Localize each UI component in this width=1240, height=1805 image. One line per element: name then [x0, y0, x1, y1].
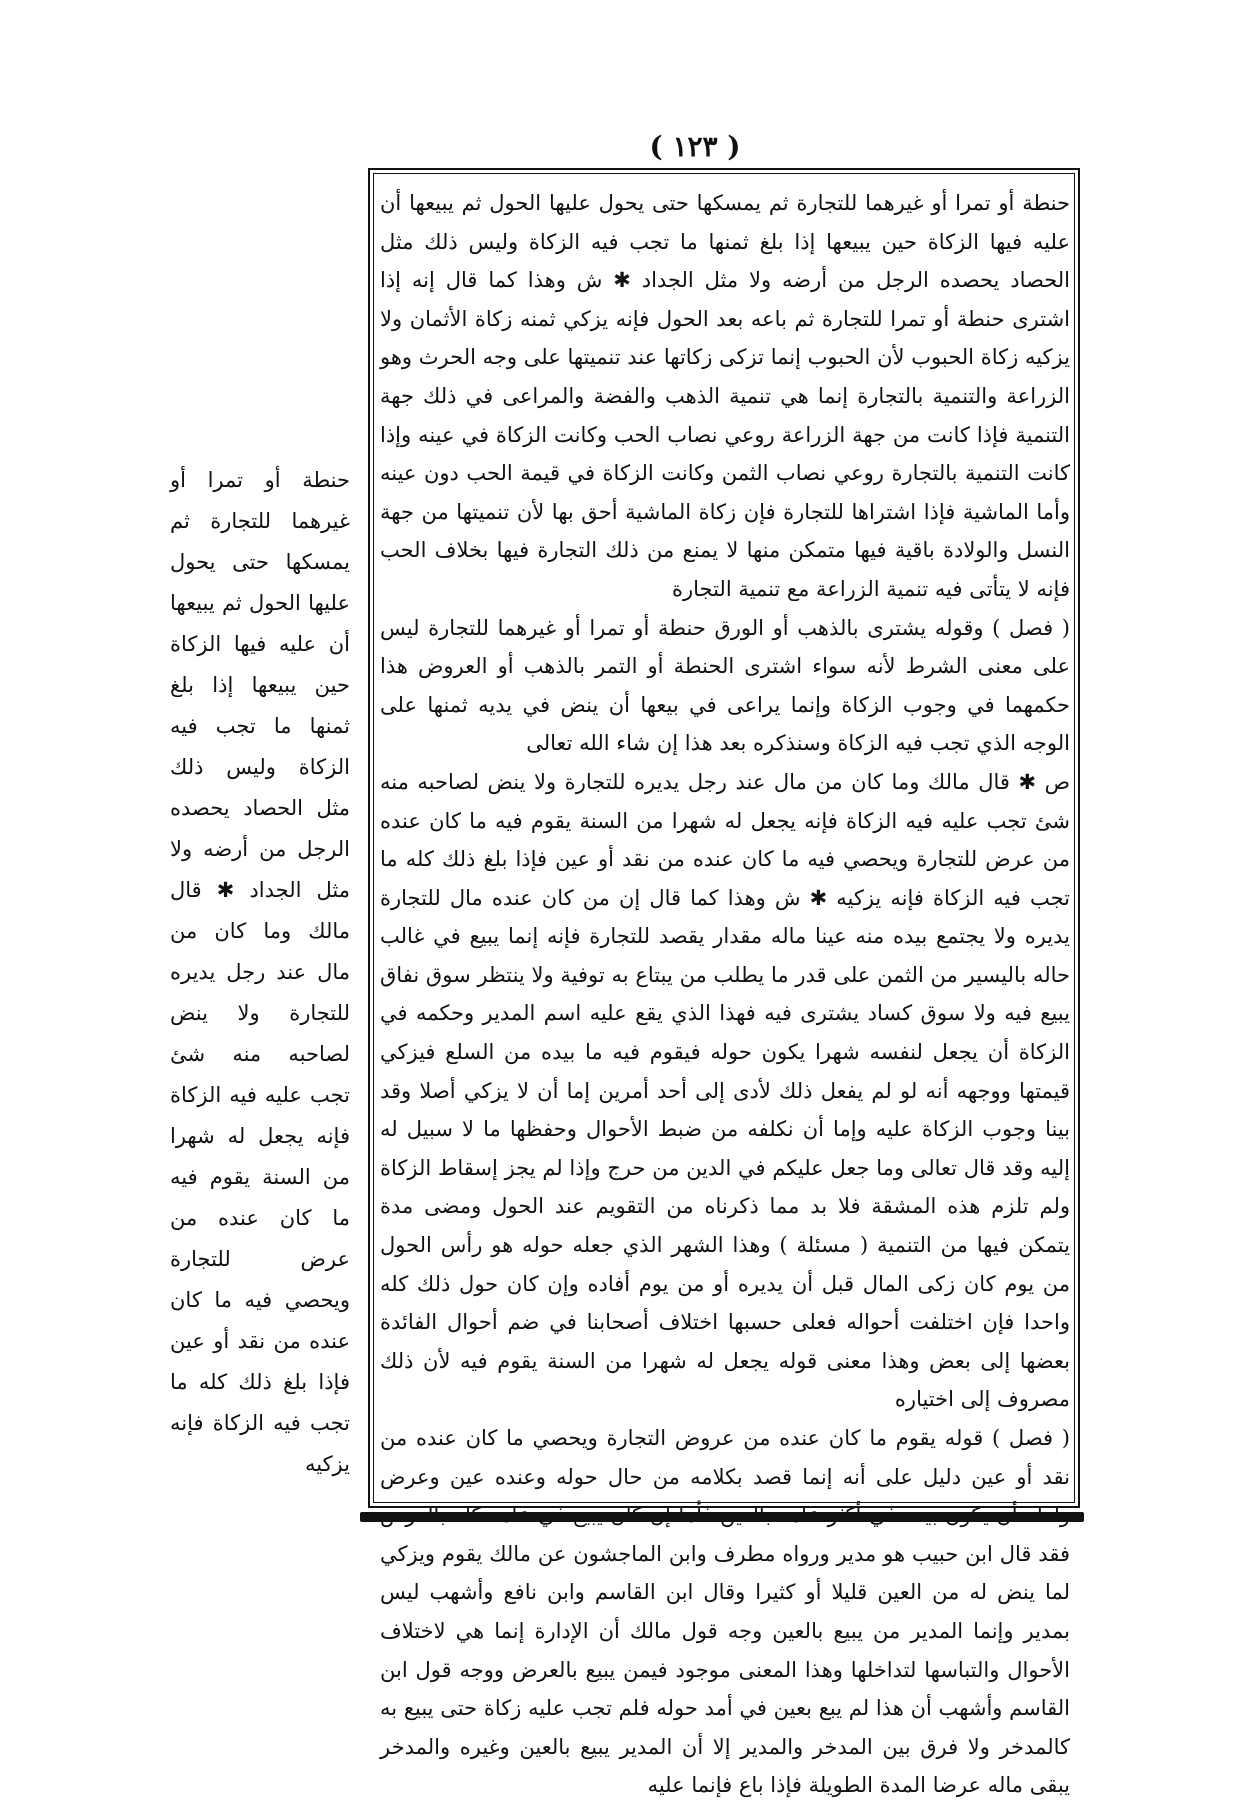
- page-number: ( ١٢٣ ): [649, 130, 741, 163]
- margin-matn-text: حنطة أو تمرا أو غيرهما للتجارة ثم يمسكها حتى يحول عليها الحول ثم يبيعها أن عليه فيها الزكاة حين يبيعها إذا بلغ ثمنها ما تجب فيه الزكاة وليس ذلك مثل الحصاد يحصده الرجل من أرضه ولا مثل الجداد ✱ قال مالك وما كان من مال عند رجل يديره للتجارة ولا ينض لصاحبه منه شئ تجب عليه فيه الزكاة فإنه يجعل له شهرا من السنة يقوم فيه ما كان عنده من عرض للتجارة ويحصي فيه ما كان عنده من نقد أو عين فإذا بلغ ذلك كله ما تجب فيه الزكاة فإنه يزكيه: [170, 468, 350, 1476]
- commentary-paragraph: ( فصل ) وقوله يشترى بالذهب أو الورق حنطة أو تمرا أو غيرهما للتجارة ليس على معنى الشرط لأنه سواء اشترى الحنطة أو التمر بالذهب أو العروض هذا حكمهما في وجوب الزكاة وإنما يراعى في بيعها أن ينض في يديه ثمنها على الوجه الذي تجب فيه الزكاة وسنذكره بعد هذا إن شاء الله تعالى: [380, 615, 1070, 756]
- commentary-paragraph: ( فصل ) قوله يقوم ما كان عنده من عروض التجارة ويحصي ما كان عنده من نقد أو عين دليل على أنه إنما قصد بكلامه من حال حوله وعنده عين وعرض فقد قال ابن حبيب هو مدير ورواه مطرف وابن الماجشون عن مالك يقوم ويزكي لما ينض له من العين قليلا أو كثيرا وقال ابن القاسم وابن نافع وأشهب ليس بمدير وإنما المدير من يبيع بالعين وجه قول مالك أن الإدارة إنما هي لاختلاف الأحوال والتباسها لتداخلها وهذا المعنى موجود فيمن يبيع بالعرض ووجه قول ابن القاسم وأشهب أن هذا لم يبع بعين في أمد حوله فلم تجب عليه زكاة حتى يبيع به كالمدخر ولا فرق بين المدخر والمدير إلا أن المدير يبيع بالعين وغيره والمدخر يبقى ماله عرضا المدة الطويلة فإذا باع فإنما عليه: [380, 1426, 1070, 1798]
- commentary-paragraph: حنطة أو تمرا أو غيرهما للتجارة ثم يمسكها حتى يحول عليها الحول ثم يبيعها أن عليه فيها الزكاة حين يبيعها إذا بلغ ثمنها ما تجب فيه الزكاة وليس ذلك مثل الحصاد يحصده الرجل من أرضه ولا مثل الجداد ✱ ش وهذا كما قال إنه إذا اشترى حنطة أو تمرا للتجارة ثم باعه بعد الحول فإنه يزكي ثمنه زكاة الأثمان ولا يزكيه زكاة الحبوب لأن الحبوب إنما تزكى زكاتها عند تنميتها على وجه الحرث وهو الزراعة والتنمية بالتجارة إنما هي تنمية الذهب والفضة والمراعى في ذلك جهة التنمية فإذا كانت من جهة الزراعة روعي نصاب الحب وكانت الزكاة في عينه وإذا كانت التنمية بالتجارة روعي نصاب الثمن وكانت الزكاة في قيمة الحب دون عينه وأما الماشية فإذا اشتراها للتجارة فإن زكاة الماشية أحق بها لأن تنميتها من جهة النسل والولادة باقية فيها متمكن منها لا يمنع من ذلك التجارة فيها بخلاف الحب فإنه لا يتأتى فيه تنمية الزراعة مع تنمية التجارة: [380, 191, 1070, 601]
- commentary-paragraph: ص ✱ قال مالك وما كان من مال عند رجل يديره للتجارة ولا ينض لصاحبه منه شئ تجب عليه فيه الزكاة فإنه يجعل له شهرا من السنة يقوم فيه ما كان عنده من عرض للتجارة ويحصي فيه ما كان عنده من نقد أو عين فإذا بلغ ذلك كله ما تجب فيه الزكاة فإنه يزكيه ✱ ش وهذا كما قال إن من كان عنده مال للتجارة يديره ولا يجتمع بيده منه عينا ماله مقدار يقصد للتجارة فإنه إنما يبيع في غالب حاله باليسير من الثمن على قدر ما يطلب من يبتاع به توفية ولا ينتظر سوق نفاق يبيع فيه ولا سوق كساد يشترى فيه فهذا الذي يقع عليه اسم المدير وحكمه في الزكاة أن يجعل لنفسه شهرا يكون حوله فيقوم فيه ما بيده من السلع فيزكي قيمتها ووجهه أنه لو لم يفعل ذلك لأدى إلى أحد أمرين إما أن لا يزكي أصلا وقد بينا وجوب الزكاة عليه وإما أن نكلفه من ضبط الأحوال وحفظها ما لا سبيل له إليه وقد قال تعالى وما جعل عليكم في الدين من حرج وإذا لم يجز إسقاط الزكاة ولم تلزم هذه المشقة فلا بد مما ذكرناه من التقويم عند الحول ومضى مدة يتمكن فيها من التنمية ( مسئلة ) وهذا الشهر الذي جعله حوله هو رأس الحول من يوم كان زكى المال قبل أن يديره أو من يوم أفاده وإن كان حول ذلك كله واحدا فإن اختلفت أحواله فعلى حسبها اختلاف أصحابنا في ضم أحوال الفائدة بعضها إلى بعض وهذا معنى قوله يجعل له شهرا من السنة يقوم فيه لأن ذلك مصروف إلى اختياره: [380, 769, 1070, 1412]
- bottom-rule: [360, 1512, 1084, 1522]
- commentary-text: [380, 184, 1070, 1798]
